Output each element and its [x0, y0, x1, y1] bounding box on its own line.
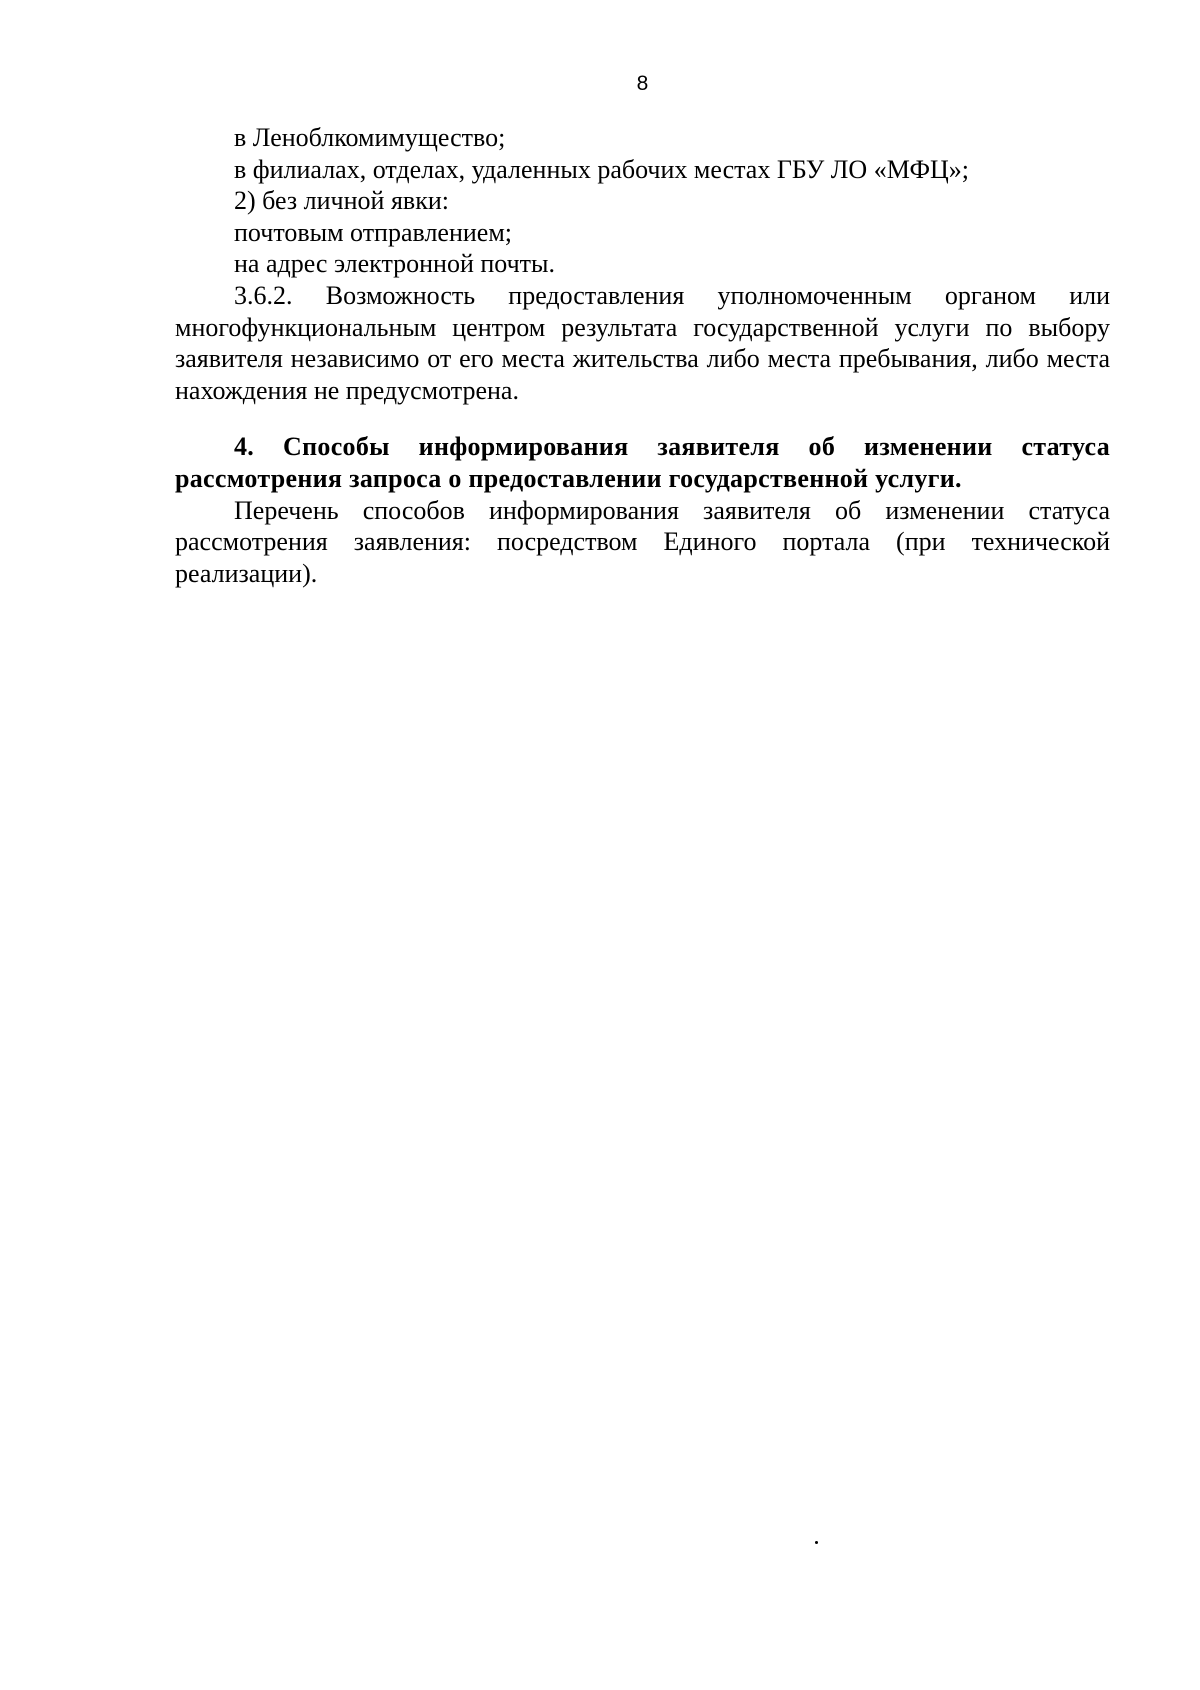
scan-speck: [815, 1541, 818, 1544]
section-4-paragraph: Перечень способов информирования заявителя об изменении статуса рассмотрения заявления: посредством Единого портала (при технической реализации).: [175, 495, 1110, 588]
list-item: почтовым отправлением;: [234, 217, 513, 247]
list-item: на адрес электронной почты.: [234, 249, 556, 279]
page-number: 8: [636, 72, 649, 95]
list-item: в филиалах, отделах, удаленных рабочих местах ГБУ ЛО «МФЦ»;: [234, 154, 970, 184]
list-item: в Леноблкомимущество;: [234, 123, 506, 152]
section-4-heading: 4. Способы информирования заявителя об изменении статуса рассмотрения запроса о предоставлении государственной услуги.: [175, 432, 1110, 493]
paragraph-3-6-2: 3.6.2. Возможность предоставления уполномоченным органом или многофункциональным центром результата государственной услуги по выбору заявителя независимо от его места жительства либо места пребывания, либо места нахождения не предусмотрена.: [175, 280, 1110, 405]
list-item: 2) без личной явки:: [234, 186, 449, 216]
document-body: [175, 122, 1110, 589]
